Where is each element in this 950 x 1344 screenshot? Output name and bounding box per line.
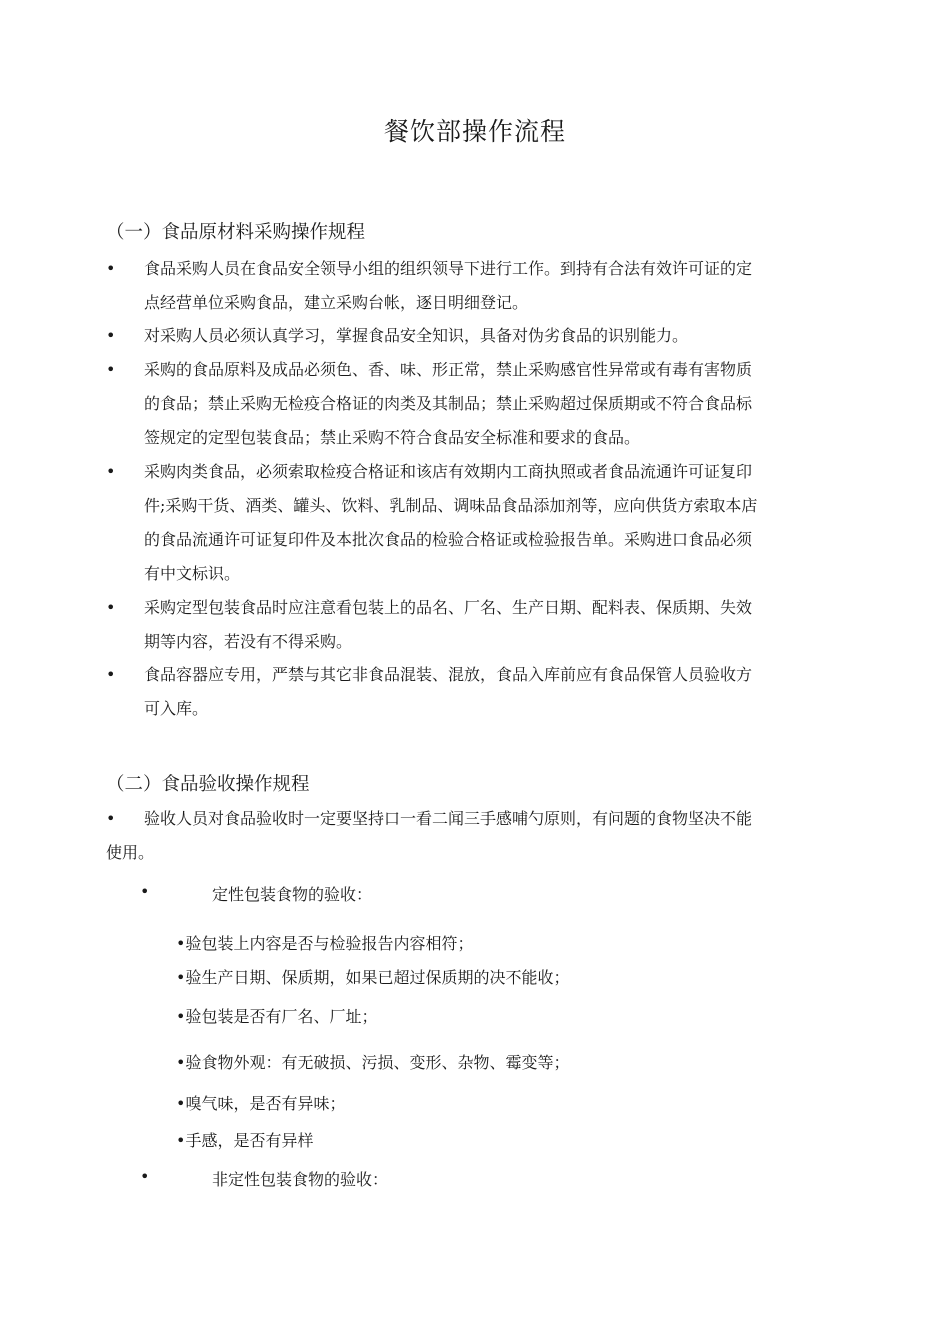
bullet-marker: •	[106, 360, 116, 379]
list-item-text: 的食品；禁止采购无检疫合格证的肉类及其制品；禁止采购超过保质期或不符合食品标	[144, 394, 753, 413]
check-item: •验生产日期、保质期，如果已超过保质期的决不能收；	[176, 968, 570, 987]
list-item-text: 食品容器应专用，严禁与其它非食品混装、混放，食品入库前应有食品保管人员验收方	[144, 665, 753, 684]
check-item: •验包装是否有厂名、厂址；	[176, 1007, 378, 1026]
list-item	[106, 802, 846, 836]
list-item-continuation	[106, 489, 846, 523]
list-item-continuation	[106, 836, 846, 870]
sub-heading-text: 非定性包装食物的验收：	[212, 1170, 389, 1189]
list-item	[106, 658, 846, 692]
list-item-text: 采购定型包装食品时应注意看包装上的品名、厂名、生产日期、配料表、保质期、失效	[144, 598, 753, 617]
bullet-marker: •	[140, 1167, 150, 1186]
sub-heading-text: 定性包装食物的验收：	[212, 885, 373, 904]
check-item: •验包装上内容是否与检验报告内容相符；	[176, 934, 474, 953]
list-item-text: 点经营单位采购食品，建立采购台帐，逐日明细登记。	[144, 293, 529, 312]
list-item	[106, 353, 846, 387]
bullet-marker: •	[106, 326, 116, 345]
list-item-continuation	[106, 692, 846, 726]
list-item-text: 验收人员对食品验收时一定要坚持口一看二闻三手感哺勺原则，有问题的食物坚决不能	[144, 809, 753, 828]
sub-heading-unpackaged	[140, 1167, 389, 1189]
list-item-text: 食品采购人员在食品安全领导小组的组织领导下进行工作。到持有合法有效许可证的定	[144, 259, 753, 278]
list-item-text: 期等内容，若没有不得采购。	[144, 632, 353, 651]
check-item: •手感，是否有异样	[176, 1131, 314, 1150]
check-item: •验食物外观：有无破损、污损、变形、杂物、霉变等；	[176, 1053, 570, 1072]
bullet-marker: •	[140, 882, 150, 901]
list-item-text: 可入库。	[144, 699, 209, 718]
list-item-text: 使用。	[106, 843, 155, 862]
list-item	[106, 252, 846, 286]
bullet-marker: •	[106, 462, 116, 481]
sub-heading-packaged	[140, 882, 373, 904]
list-item-continuation	[106, 625, 846, 659]
list-item	[106, 591, 846, 625]
list-item-text: 有中文标识。	[144, 564, 241, 583]
section-heading-procurement: （一）食品原材料采购操作规程	[106, 222, 366, 243]
page-title: 餐饮部操作流程	[383, 117, 566, 146]
list-item-continuation	[106, 387, 846, 421]
check-item: •嗅气味，是否有异味；	[176, 1094, 346, 1113]
bullet-marker: •	[106, 665, 116, 684]
list-item-continuation	[106, 557, 846, 591]
list-item-text: 的食品流通许可证复印件及本批次食品的检验合格证或检验报告单。采购进口食品必须	[144, 530, 753, 549]
list-item-text: 采购的食品原料及成品必须色、香、味、形正常，禁止采购感官性异常或有毒有害物质	[144, 360, 753, 379]
bullet-marker: •	[106, 809, 116, 828]
bullet-marker: •	[106, 259, 116, 278]
list-item-continuation	[106, 286, 846, 320]
list-item-text: 件;采购干货、酒类、罐头、饮料、乳制品、调味品食品添加剂等，应向供货方索取本店	[144, 496, 758, 515]
list-item-continuation	[106, 421, 846, 455]
list-item-text: 采购肉类食品，必须索取检疫合格证和该店有效期内工商执照或者食品流通许可证复印	[144, 462, 753, 481]
section-heading-inspection: （二）食品验收操作规程	[106, 774, 310, 795]
bullet-marker: •	[106, 598, 116, 617]
list-item-text: 对采购人员必须认真学习，掌握食品安全知识，具备对伪劣食品的识别能力。	[144, 326, 689, 345]
list-item-text: 签规定的定型包装食品；禁止采购不符合食品安全标准和要求的食品。	[144, 428, 641, 447]
list-item	[106, 455, 846, 489]
list-item-continuation	[106, 523, 846, 557]
list-item	[106, 319, 846, 353]
